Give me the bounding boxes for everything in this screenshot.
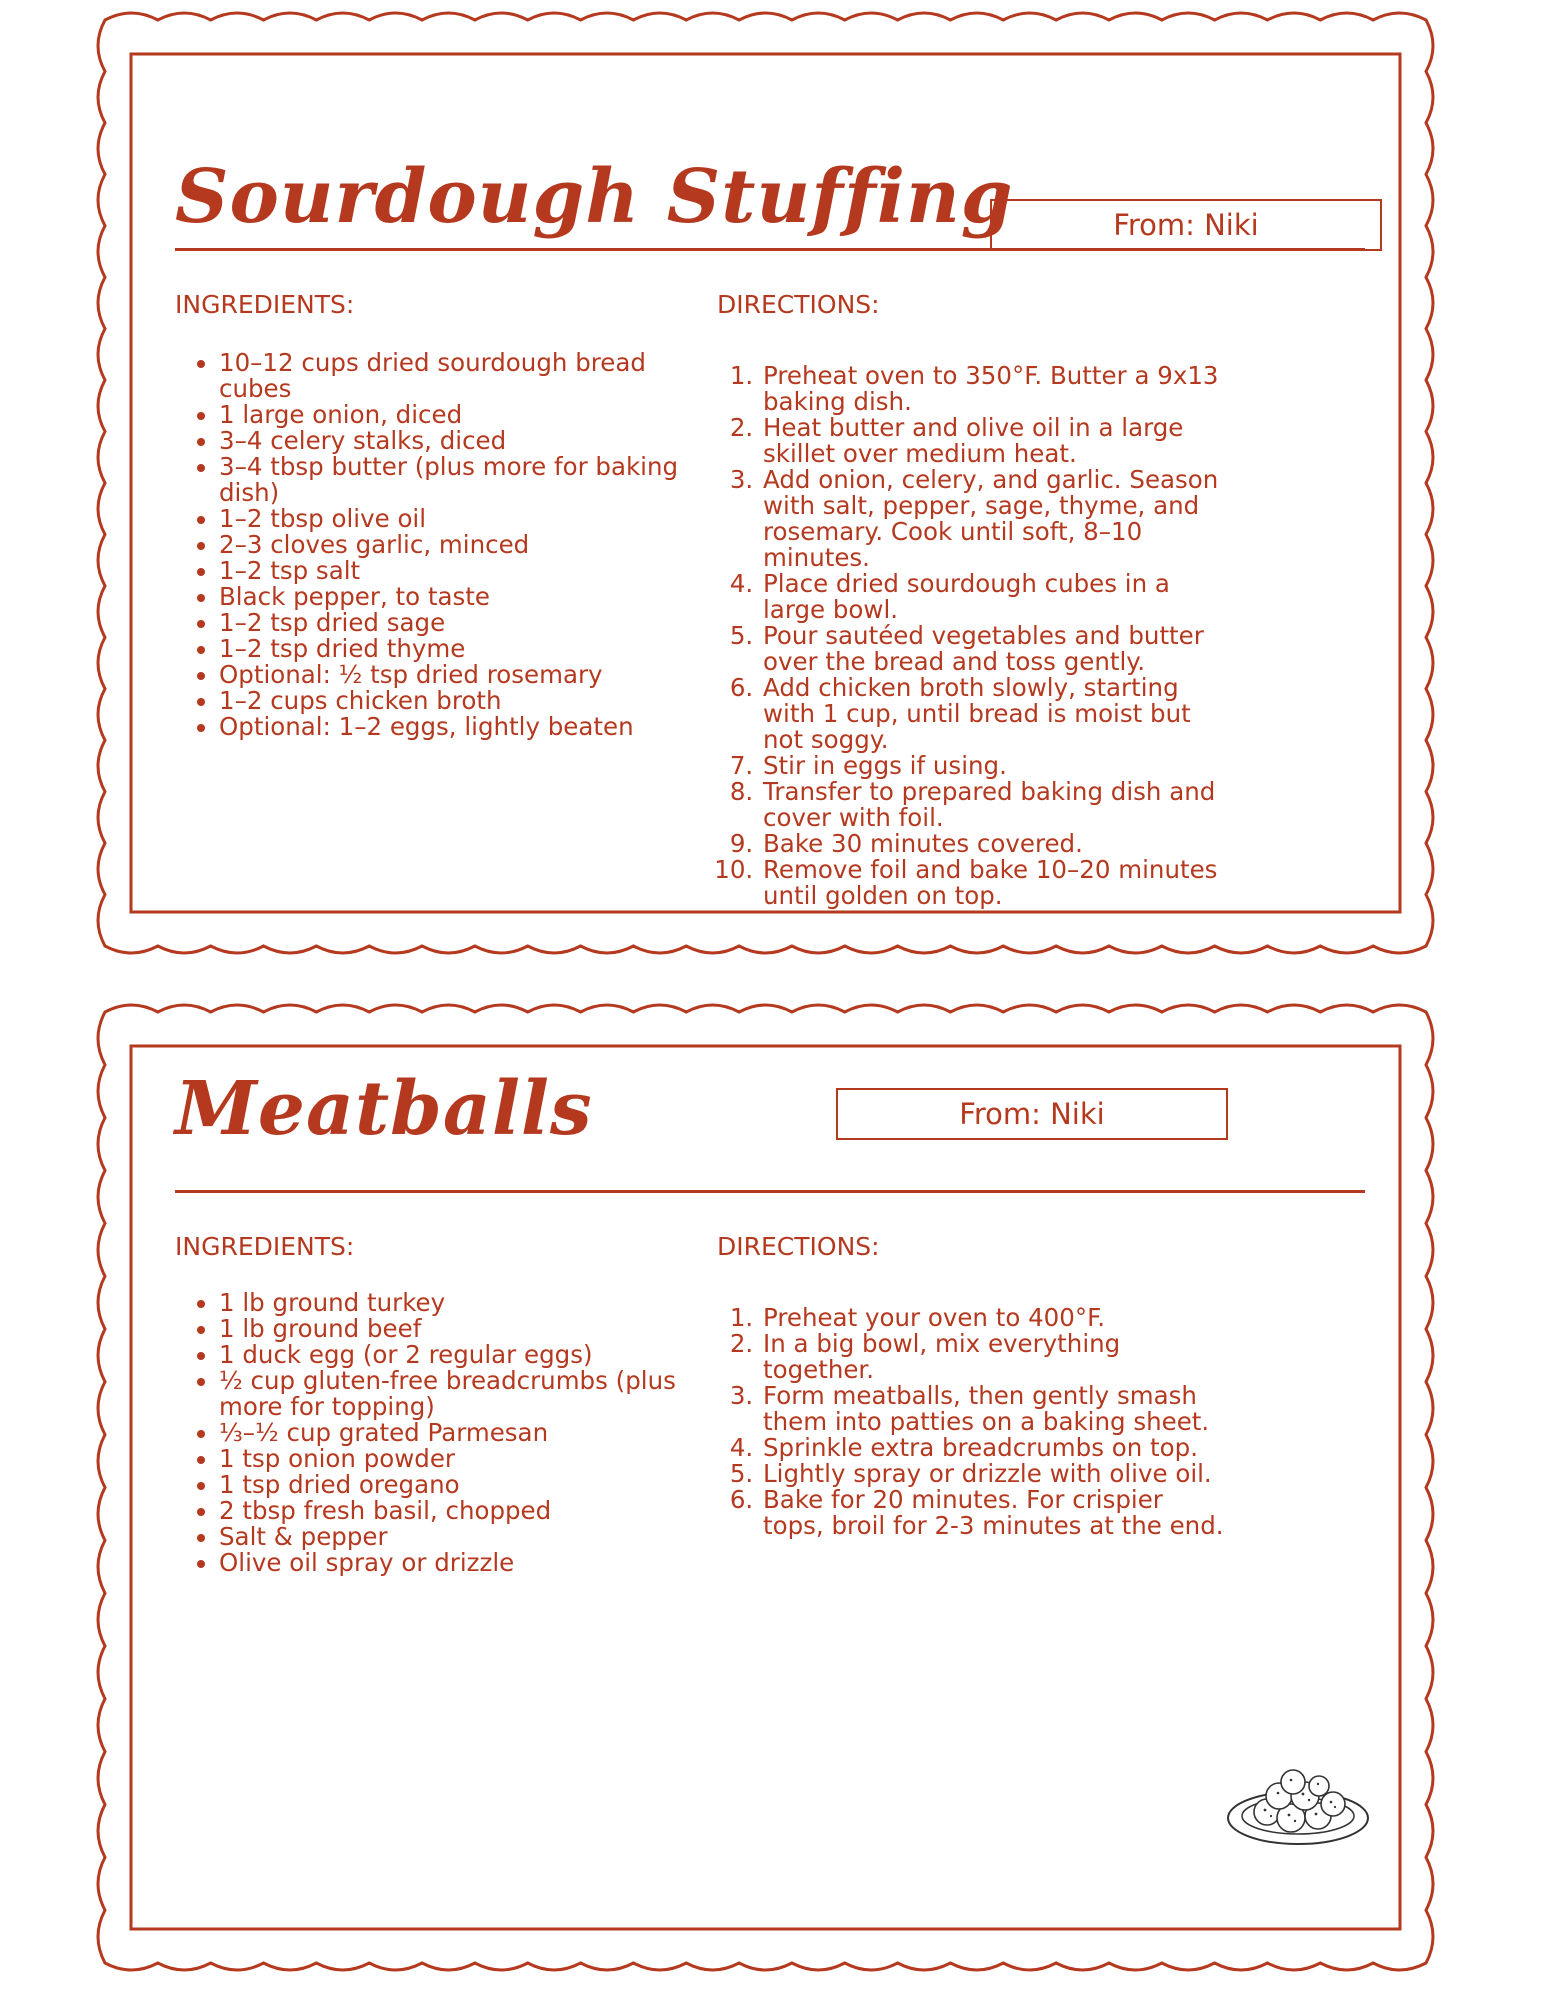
list-item: 6. Bake for 20 minutes. For crispier tops, broil for 2-3 minutes at the end. xyxy=(761,1487,1231,1539)
list-item: • 2 tbsp fresh basil, chopped xyxy=(219,1498,699,1524)
list-item: • 1 duck egg (or 2 regular eggs) xyxy=(219,1342,699,1368)
ingredients-header: INGREDIENTS: xyxy=(175,290,355,319)
list-item: 10. Remove foil and bake 10–20 minutes until golden on top. xyxy=(761,857,1221,909)
list-item: 7. Stir in eggs if using. xyxy=(761,753,1221,779)
list-item: • 1 tsp dried oregano xyxy=(219,1472,699,1498)
list-item: 4. Sprinkle extra breadcrumbs on top. xyxy=(761,1435,1231,1461)
recipe-card-sourdough-stuffing xyxy=(93,8,1438,958)
list-item: • 1–2 tsp dried sage xyxy=(219,610,719,636)
list-item: • 1 lb ground beef xyxy=(219,1316,699,1342)
list-item: 6. Add chicken broth slowly, starting with 1 cup, until bread is moist but not soggy. xyxy=(761,675,1221,753)
list-item: 5. Lightly spray or drizzle with olive oil. xyxy=(761,1461,1231,1487)
list-item: 5. Pour sautéed vegetables and butter over the bread and toss gently. xyxy=(761,623,1221,675)
list-item: • 1–2 cups chicken broth xyxy=(219,688,719,714)
list-item: 3. Form meatballs, then gently smash them into patties on a baking sheet. xyxy=(761,1383,1231,1435)
list-item: • 1 large onion, diced xyxy=(219,402,719,428)
list-item: • 1 lb ground turkey xyxy=(219,1290,699,1316)
list-item: • 2–3 cloves garlic, minced xyxy=(219,532,719,558)
ingredients-list xyxy=(175,350,719,740)
recipe-title: Meatballs xyxy=(175,1066,593,1152)
list-item: • Optional: ½ tsp dried rosemary xyxy=(219,662,719,688)
directions-list xyxy=(717,363,1221,909)
list-item: • 1 tsp onion powder xyxy=(219,1446,699,1472)
list-item: • Optional: 1–2 eggs, lightly beaten xyxy=(219,714,719,740)
list-item: • 10–12 cups dried sourdough bread cubes xyxy=(219,350,719,402)
list-item: • Black pepper, to taste xyxy=(219,584,719,610)
list-item: 9. Bake 30 minutes covered. xyxy=(761,831,1221,857)
title-divider xyxy=(175,1190,1365,1193)
list-item: 4. Place dried sourdough cubes in a large bowl. xyxy=(761,571,1221,623)
ingredients-header: INGREDIENTS: xyxy=(175,1232,355,1261)
directions-header: DIRECTIONS: xyxy=(717,1232,880,1261)
ingredients-list xyxy=(175,1290,699,1576)
list-item: 2. Heat butter and olive oil in a large skillet over medium heat. xyxy=(761,415,1221,467)
title-divider xyxy=(175,248,1365,251)
list-item: 8. Transfer to prepared baking dish and cover with foil. xyxy=(761,779,1221,831)
recipe-card-meatballs xyxy=(93,1000,1438,1975)
meatball-plate-icon xyxy=(1223,1760,1373,1850)
list-item: • 1–2 tsp dried thyme xyxy=(219,636,719,662)
list-item: • 1–2 tsp salt xyxy=(219,558,719,584)
directions-list xyxy=(717,1305,1231,1539)
list-item: 2. In a big bowl, mix everything together. xyxy=(761,1331,1231,1383)
recipe-title: Sourdough Stuffing xyxy=(175,154,1014,240)
directions-header: DIRECTIONS: xyxy=(717,290,880,319)
list-item: 3. Add onion, celery, and garlic. Season with salt, pepper, sage, thyme, and rosemary. Cook until soft, 8–10 minutes. xyxy=(761,467,1221,571)
list-item: • Olive oil spray or drizzle xyxy=(219,1550,699,1576)
list-item: 1. Preheat your oven to 400°F. xyxy=(761,1305,1231,1331)
list-item: • ⅓–½ cup grated Parmesan xyxy=(219,1420,699,1446)
list-item: • ½ cup gluten-free breadcrumbs (plus more for topping) xyxy=(219,1368,699,1420)
from-field: From: Niki xyxy=(836,1088,1228,1140)
list-item: 1. Preheat oven to 350°F. Butter a 9x13 baking dish. xyxy=(761,363,1221,415)
list-item: • 1–2 tbsp olive oil xyxy=(219,506,719,532)
list-item: • 3–4 celery stalks, diced xyxy=(219,428,719,454)
list-item: • Salt & pepper xyxy=(219,1524,699,1550)
list-item: • 3–4 tbsp butter (plus more for baking dish) xyxy=(219,454,719,506)
from-field: From: Niki xyxy=(990,199,1382,251)
